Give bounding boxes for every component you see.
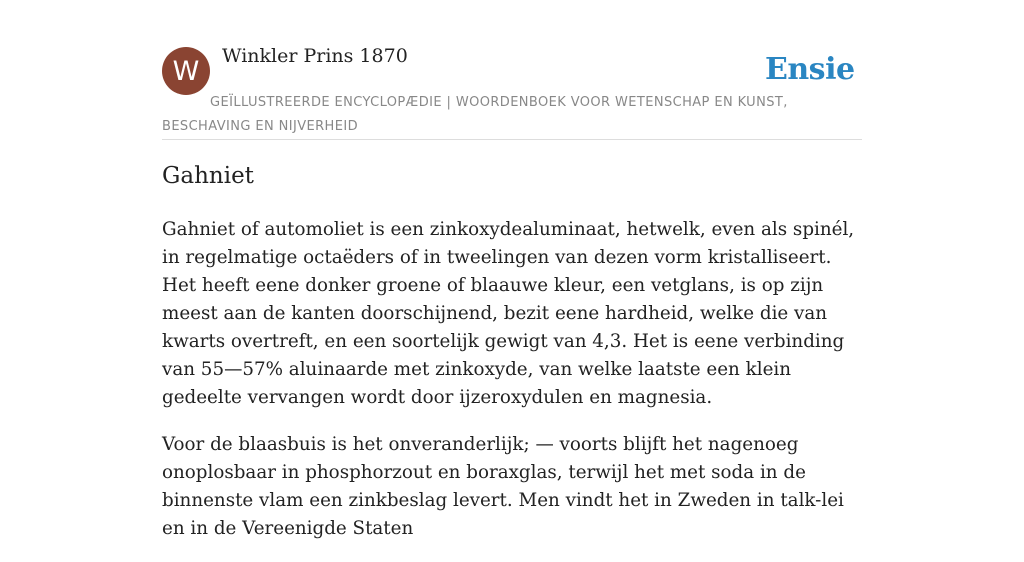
entry-body [162, 216, 866, 562]
avatar-letter: W [172, 55, 200, 87]
ensie-logo[interactable]: Ensie [765, 52, 855, 87]
entry-paragraph: Voor de blaasbuis is het onveranderlijk; — voorts blijft het nagenoeg onoplosbaar in phosphorzout en boraxglas, terwijl het met soda in de binnenste vlam een zinkbeslag levert. Men vindt het in Zweden in talk-lei en in de Vereenigde Staten [162, 434, 844, 539]
source-title[interactable]: Winkler Prins 1870 [222, 45, 408, 67]
source-avatar[interactable] [162, 47, 210, 95]
source-subtitle: GEÏLLUSTREERDE ENCYCLOPÆDIE | WOORDENBOEK VOOR WETENSCHAP EN KUNST, BESCHAVING EN NIJVERHEID [162, 95, 788, 134]
header-divider [162, 139, 862, 140]
entry-title: Gahniet [162, 163, 254, 189]
entry-paragraph: Gahniet of automoliet is een zinkoxydealuminaat, hetwelk, even als spinél, in regelmatige octaëders of in tweelingen van dezen vorm kristalliseert. Het heeft eene donker groene of blaauwe kleur, een vetglans, is op zijn meest aan de kanten doorschijnend, bezit eene hardheid, welke die van kwarts overtreft, en een soortelijk gewigt van 4,3. Het is eene verbinding van 55—57% aluinaarde met zinkoxyde, van welke laatste een klein gedeelte vervangen wordt door ijzeroxydulen en magnesia. [162, 219, 855, 408]
